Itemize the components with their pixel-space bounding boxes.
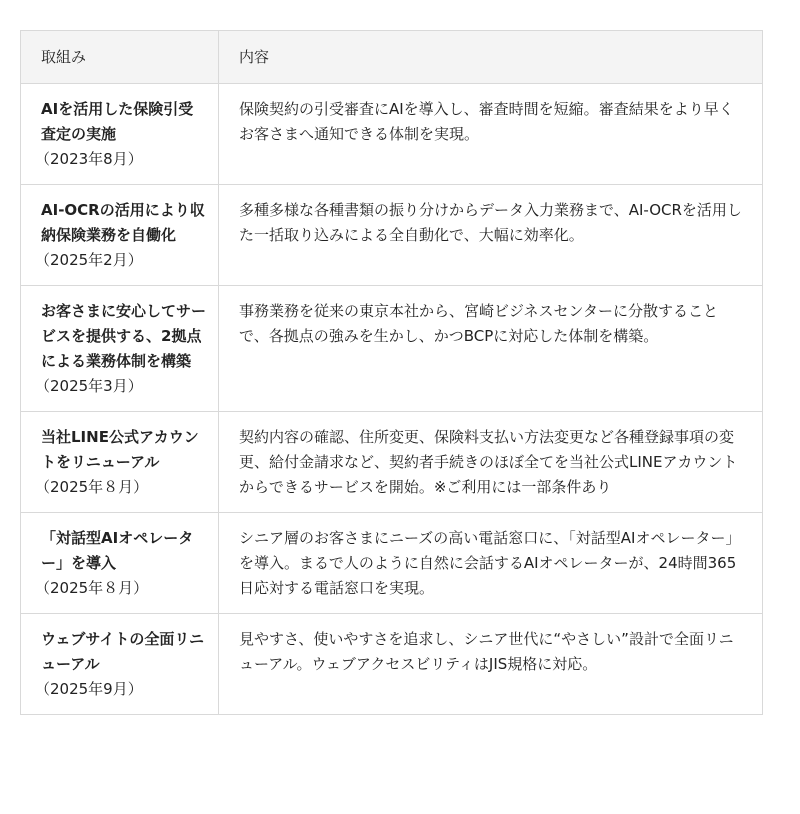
initiative-description: 見やすさ、使いやすさを追求し、シニア世代に“やさしい”設計で全面リニューアル。ウェブアクセスビリティはJIS規格に対応。: [239, 630, 734, 673]
content-cell: [219, 614, 763, 715]
initiative-title: ウェブサイトの全面リニューアル: [41, 630, 205, 673]
initiative-date: （2025年８月）: [35, 478, 149, 496]
initiative-cell: [21, 513, 219, 614]
initiative-date: （2025年８月）: [35, 579, 149, 597]
table-row: [21, 185, 763, 286]
content-cell: [219, 412, 763, 513]
initiative-title: 当社LINE公式アカウントをリニューアル: [41, 428, 199, 471]
table-row: [21, 412, 763, 513]
initiative-cell: [21, 185, 219, 286]
initiative-description: 保険契約の引受審査にAIを導入し、審査時間を短縮。審査結果をより早くお客さまへ通知できる体制を実現。: [239, 100, 734, 143]
initiative-title: AIを活用した保険引受査定の実施: [41, 100, 194, 143]
initiative-description: 契約内容の確認、住所変更、保険料支払い方法変更など各種登録事項の変更、給付金請求など、契約者手続きのほぼ全てを当社公式LINEアカウントからできるサービスを開始。※ご利用には一部条件あり: [239, 428, 738, 496]
initiative-cell: [21, 286, 219, 412]
initiative-title: 「対話型AIオペレーター」を導入: [41, 529, 194, 572]
initiatives-table: [20, 30, 763, 715]
header-content: 内容: [219, 31, 763, 84]
initiative-cell: [21, 84, 219, 185]
table-row: [21, 84, 763, 185]
content-cell: [219, 513, 763, 614]
initiative-description: シニア層のお客さまにニーズの高い電話窓口に、「対話型AIオペレーター」を導入。まるで人のように自然に会話するAIオペレーターが、24時間365日応対する電話窓口を実現。: [239, 529, 741, 597]
initiative-date: （2025年9月）: [35, 680, 143, 698]
initiative-title: お客さまに安心してサービスを提供する、2拠点による業務体制を構築: [41, 302, 207, 370]
table-row: [21, 286, 763, 412]
initiative-date: （2025年3月）: [35, 377, 143, 395]
initiative-description: 事務業務を従来の東京本社から、宮崎ビジネスセンターに分散することで、各拠点の強みを生かし、かつBCPに対応した体制を構築。: [239, 302, 718, 345]
content-cell: [219, 84, 763, 185]
content-cell: [219, 185, 763, 286]
initiative-cell: [21, 614, 219, 715]
initiative-cell: [21, 412, 219, 513]
initiative-title: AI-OCRの活用により収納保険業務を自働化: [41, 201, 205, 244]
content-cell: [219, 286, 763, 412]
initiative-description: 多種多様な各種書類の振り分けからデータ入力業務まで、AI-OCRを活用した一括取り込みによる全自動化で、大幅に効率化。: [239, 201, 742, 244]
header-initiative: 取組み: [21, 31, 219, 84]
initiative-date: （2025年2月）: [35, 251, 143, 269]
initiative-date: （2023年8月）: [35, 150, 143, 168]
table-header-row: [21, 31, 763, 84]
table-row: [21, 513, 763, 614]
table-row: [21, 614, 763, 715]
